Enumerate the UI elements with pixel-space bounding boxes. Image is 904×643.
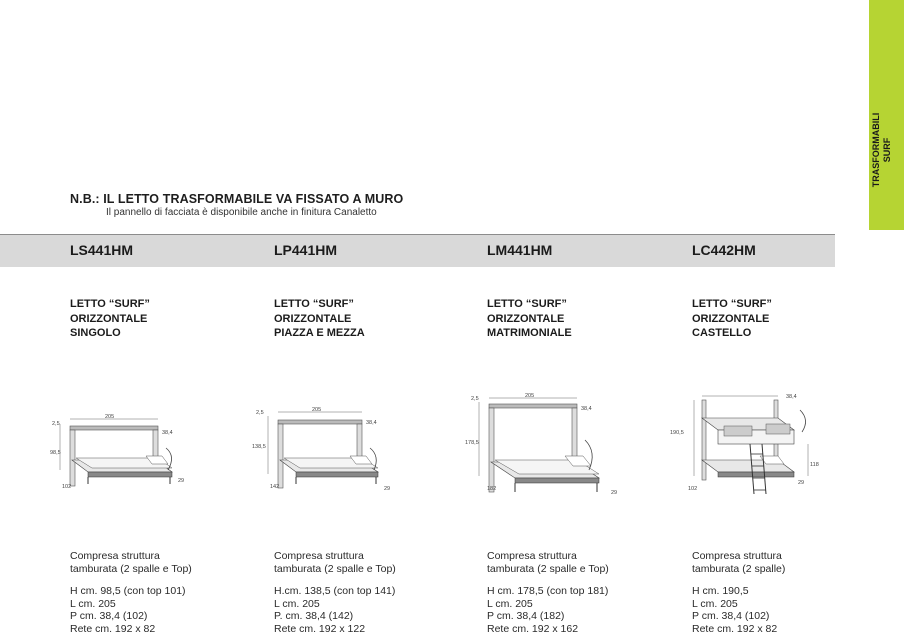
dim-depth: 38,4 xyxy=(366,420,377,426)
spec-line: P. cm. 38,4 (142) xyxy=(274,610,354,623)
desc-line: ORIZZONTALE xyxy=(70,312,148,325)
spec-line: P cm. 38,4 (102) xyxy=(70,610,148,623)
spec-line: Compresa struttura xyxy=(70,550,160,562)
dim-front: 142 xyxy=(270,484,280,490)
desc-line: ORIZZONTALE xyxy=(274,312,352,325)
spec-line: H cm. 190,5 xyxy=(692,585,749,598)
dim-top: 2,5 xyxy=(52,421,60,427)
dim-width: 205 xyxy=(312,407,322,413)
desc-line: PIAZZA E MEZZA xyxy=(274,327,365,339)
spec-line: H.cm. 138,5 (con top 141) xyxy=(274,585,396,598)
section-tab-label xyxy=(871,112,893,195)
desc-line: LETTO “SURF” xyxy=(70,298,150,310)
spec-line: Compresa struttura xyxy=(692,550,782,562)
spec-line: Rete cm. 192 x 162 xyxy=(487,622,579,635)
product-description xyxy=(692,297,772,341)
product-code: LM441HM xyxy=(487,242,553,258)
dim-leg: 29 xyxy=(178,478,185,484)
dim-width: 205 xyxy=(105,414,115,420)
spec-line: Rete cm. 192 x 82 xyxy=(692,622,778,635)
dim-depth: 38,4 xyxy=(786,394,797,400)
dim-side: 118 xyxy=(810,462,819,468)
dim-leg: 29 xyxy=(611,490,618,496)
spec-line: tamburata (2 spalle e Top) xyxy=(274,562,396,575)
single-bed-drawing xyxy=(48,412,198,492)
spec-line: tamburata (2 spalle e Top) xyxy=(487,562,609,575)
desc-line: MATRIMONIALE xyxy=(487,327,572,339)
product-code: LS441HM xyxy=(70,242,134,258)
section-tab xyxy=(869,0,904,230)
spec-line: L cm. 205 xyxy=(692,597,738,610)
dim-top: 2,5 xyxy=(471,396,479,402)
dim-leg: 29 xyxy=(798,480,805,486)
double-bed-drawing xyxy=(465,390,625,500)
dim-height: 190,5 xyxy=(670,430,684,436)
dim-leg: 29 xyxy=(384,486,391,492)
desc-line: ORIZZONTALE xyxy=(487,312,565,325)
desc-line: LETTO “SURF” xyxy=(274,298,354,310)
dim-depth: 38,4 xyxy=(581,406,592,412)
product-specs xyxy=(70,550,192,636)
spec-line: H cm. 178,5 (con top 181) xyxy=(487,585,609,598)
spec-line: P cm. 38,4 (182) xyxy=(487,610,565,623)
spec-line: Rete cm. 192 x 122 xyxy=(274,622,366,635)
spec-line: Rete cm. 192 x 82 xyxy=(70,622,156,635)
desc-line: LETTO “SURF” xyxy=(692,298,772,310)
spec-line: tamburata (2 spalle) xyxy=(692,562,786,575)
product-description xyxy=(487,297,572,341)
note-title: N.B.: IL LETTO TRASFORMABILE VA FISSATO A MURO xyxy=(70,192,404,206)
spec-line: P cm. 38,4 (102) xyxy=(692,610,770,623)
dim-height: 98,5 xyxy=(50,450,61,456)
dim-front: 102 xyxy=(62,484,72,490)
bunk-bed-drawing xyxy=(668,390,828,502)
note-subtitle: Il pannello di facciata è disponibile anche in finitura Canaletto xyxy=(106,207,377,218)
section-tab-line1: TRASFORMABILI xyxy=(871,112,881,188)
spec-line: L cm. 205 xyxy=(274,597,320,610)
product-specs xyxy=(487,550,609,636)
product-specs xyxy=(274,550,396,636)
desc-line: LETTO “SURF” xyxy=(487,298,567,310)
product-description xyxy=(70,297,150,341)
dim-depth: 38,4 xyxy=(162,430,173,436)
spec-line: tamburata (2 spalle e Top) xyxy=(70,562,192,575)
dim-height: 178,5 xyxy=(465,440,479,446)
note-block xyxy=(70,192,403,218)
spec-line: Compresa struttura xyxy=(274,550,364,562)
spec-line: L cm. 205 xyxy=(487,597,533,610)
product-description xyxy=(274,297,365,341)
product-specs xyxy=(692,550,785,636)
spec-line: H cm. 98,5 (con top 101) xyxy=(70,585,186,598)
dim-front: 102 xyxy=(688,486,698,492)
dim-front: 182 xyxy=(487,486,497,492)
desc-line: SINGOLO xyxy=(70,327,121,339)
spec-line: Compresa struttura xyxy=(487,550,577,562)
desc-line: CASTELLO xyxy=(692,327,752,339)
dim-top: 2,5 xyxy=(256,410,264,416)
half-bed-drawing xyxy=(252,404,402,494)
product-code: LC442HM xyxy=(692,242,756,258)
dim-height: 138,5 xyxy=(252,444,266,450)
product-code: LP441HM xyxy=(274,242,338,258)
desc-line: ORIZZONTALE xyxy=(692,312,770,325)
spec-line: L cm. 205 xyxy=(70,597,116,610)
section-tab-line2: SURF xyxy=(882,137,892,163)
dim-width: 205 xyxy=(525,393,535,399)
